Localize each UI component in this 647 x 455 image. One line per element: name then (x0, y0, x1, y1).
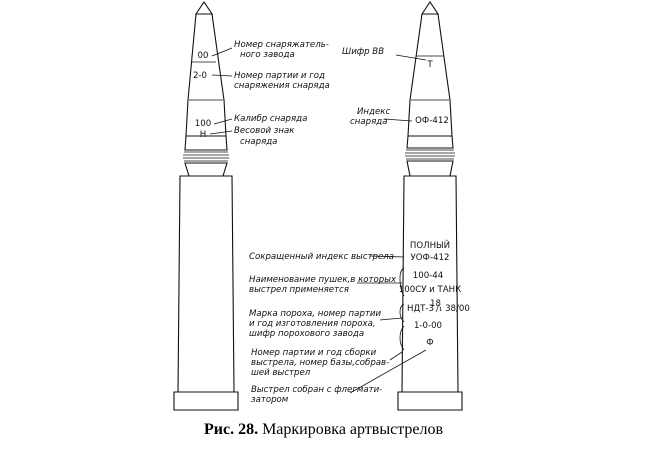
marking-powder: НДТ-3 (407, 304, 434, 314)
marking-gun2: 100СУ и ТАНК (398, 285, 462, 295)
label-powder-cont: и год изготовления пороха, (249, 319, 376, 329)
right-shell-case-rim (398, 392, 462, 410)
label-index: Индекс (357, 107, 391, 117)
leader-line (212, 48, 232, 56)
left-shell-fuze-tip (196, 2, 212, 14)
right-shell-body (407, 136, 453, 148)
label-cipher: Шифр ВВ (342, 47, 385, 57)
marking-factory: 00 (197, 51, 209, 61)
marking-weight: Н (199, 130, 207, 140)
marking-powder-rest: /₁ 38/00 (436, 304, 470, 314)
right-shell-case-neck (407, 161, 453, 176)
marking-caliber: 100 (194, 119, 212, 129)
right-shell-fuze-tip (422, 2, 438, 14)
label-factory-number: Номер снаряжатель- (234, 40, 329, 50)
caption-text: Маркировка артвыстрелов (258, 421, 444, 438)
left-shell-case-neck (185, 163, 227, 176)
label-caliber: Калибр снаряда (234, 114, 308, 124)
label-powder-cont2: шифр порохового завода (249, 329, 365, 339)
figure-caption (0, 421, 647, 439)
label-short-index: Сокращенный индекс выстрела (249, 252, 395, 262)
label-phlegm-cont: затором (251, 395, 289, 405)
label-index-cont: снаряда (350, 117, 388, 127)
marking-assembly: 1-0-00 (413, 321, 443, 331)
label-factory-number-cont: ного завода (240, 50, 295, 60)
right-shell-cartridge-case (402, 176, 458, 392)
marking-short-index: УОФ-412 (410, 253, 450, 263)
leader-line (212, 75, 232, 76)
label-powder: Марка пороха, номер партии (249, 309, 382, 319)
marking-batch: 2-0 (192, 71, 208, 81)
marking-powder-sup: 18 (430, 299, 441, 309)
leader-line (210, 131, 232, 134)
leader-line (214, 119, 232, 124)
marking-index: ОФ-412 (415, 116, 449, 126)
label-weight-sign: Весовой знак (234, 126, 295, 136)
caption-prefix: Рис. 28. (203, 421, 259, 438)
bracket (400, 304, 404, 322)
leader-line (390, 352, 402, 360)
leader-line (384, 119, 412, 121)
label-assembly-cont: выстрела, номер базы,собрав- (251, 358, 390, 368)
marking-full: ПОЛНЫЙ (409, 241, 451, 251)
label-guns: Наименование пушек,в которых (249, 275, 397, 285)
marking-phlegm: Ф (426, 338, 434, 348)
left-shell-case-rim (174, 392, 238, 410)
label-batch-year: Номер партии и год (234, 71, 325, 81)
marking-gun1: 100-44 (412, 271, 444, 281)
label-phlegm: Выстрел собран с флегмати- (251, 385, 383, 395)
left-shell-cartridge-case (178, 176, 234, 392)
label-assembly-cont2: шей выстрел (251, 368, 311, 378)
left-shell (174, 2, 238, 410)
label-assembly: Номер партии и год сборки (251, 348, 377, 358)
leader-line (380, 318, 402, 320)
marking-cipher: Т (427, 60, 433, 70)
label-batch-year-cont: снаряжения снаряда (234, 81, 330, 91)
label-weight-sign-cont: снаряда (240, 137, 278, 147)
label-guns-cont: выстрел применяется (249, 285, 349, 295)
